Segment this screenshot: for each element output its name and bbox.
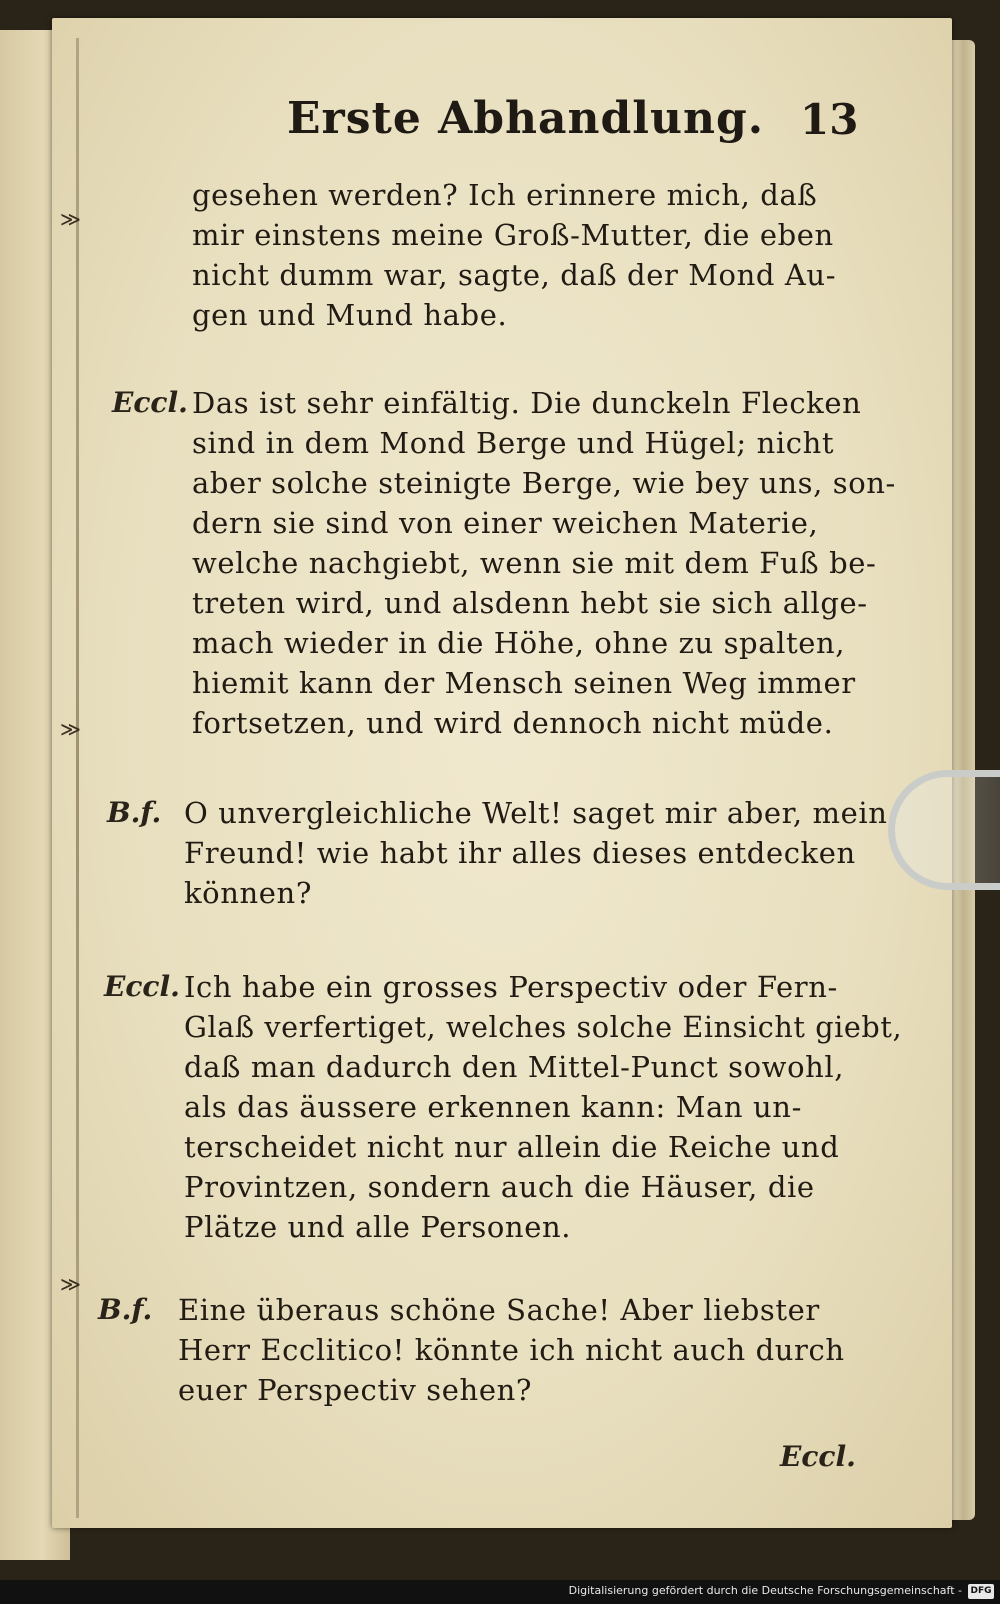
text-line: Plätze und alle Personen. (184, 1210, 572, 1244)
text-line: Das ist sehr einfältig. Die dunckeln Flecken (192, 386, 862, 420)
text-line: mach wieder in die Höhe, ohne zu spalten, (192, 626, 846, 660)
page-number: 13 (800, 95, 859, 144)
text-line: treten wird, und alsdenn hebt sie sich allge- (192, 586, 868, 620)
text-line: hiemit kann der Mensch seinen Weg immer (192, 666, 856, 700)
text-line: Eine überaus schöne Sache! Aber liebster (178, 1293, 820, 1327)
text-line: sind in dem Mond Berge und Hügel; nicht (192, 426, 835, 460)
text-line: Ich habe ein grosses Perspectiv oder Fern- (184, 970, 838, 1004)
text-line: O unvergleichliche Welt! saget mir aber, mein (184, 796, 888, 830)
text-line: welche nachgiebt, wenn sie mit dem Fuß be- (192, 546, 877, 580)
stitch-mark: ≫ (60, 717, 81, 741)
text-line: Herr Ecclitico! könnte ich nicht auch durch (178, 1333, 845, 1367)
page-clip (888, 770, 1000, 890)
speaker-label: Eccl. (112, 386, 188, 419)
book-page (52, 18, 952, 1528)
text-line: können? (184, 876, 312, 910)
text-line: fortsetzen, und wird dennoch nicht müde. (192, 706, 834, 740)
speaker-label: B.f. (107, 796, 162, 829)
text-line: Glaß verfertiget, welches solche Einsicht giebt, (184, 1010, 903, 1044)
text-line: Provintzen, sondern auch die Häuser, die (184, 1170, 815, 1204)
text-line: nicht dumm war, sagte, daß der Mond Au- (192, 258, 837, 292)
stitch-mark: ≫ (60, 207, 81, 231)
stitch-mark: ≫ (60, 1272, 81, 1296)
text-line: als das äussere erkennen kann: Man un- (184, 1090, 802, 1124)
text-line: gen und Mund habe. (192, 298, 508, 332)
speaker-label: B.f. (98, 1293, 153, 1326)
text-line: mir einstens meine Groß-Mutter, die eben (192, 218, 834, 252)
funding-credit: Digitalisierung gefördert durch die Deutsche Forschungsgemeinschaft - (568, 1584, 962, 1597)
header-title: Erste Abhandlung. (287, 93, 765, 144)
catchword: Eccl. (780, 1440, 856, 1473)
text-line: Freund! wie habt ihr alles dieses entdecken (184, 836, 856, 870)
text-line: euer Perspectiv sehen? (178, 1373, 533, 1407)
binding-gutter (76, 38, 79, 1518)
text-line: gesehen werden? Ich erinnere mich, daß (192, 178, 818, 212)
text-line: terscheidet nicht nur allein die Reiche und (184, 1130, 840, 1164)
running-header (52, 93, 952, 163)
text-line: aber solche steinigte Berge, wie bey uns, son- (192, 466, 896, 500)
speaker-label: Eccl. (104, 970, 180, 1003)
text-line: daß man dadurch den Mittel-Punct sowohl, (184, 1050, 845, 1084)
dfg-logo: DFG (968, 1584, 994, 1599)
text-line: dern sie sind von einer weichen Materie, (192, 506, 819, 540)
footer-bar (0, 1580, 1000, 1604)
